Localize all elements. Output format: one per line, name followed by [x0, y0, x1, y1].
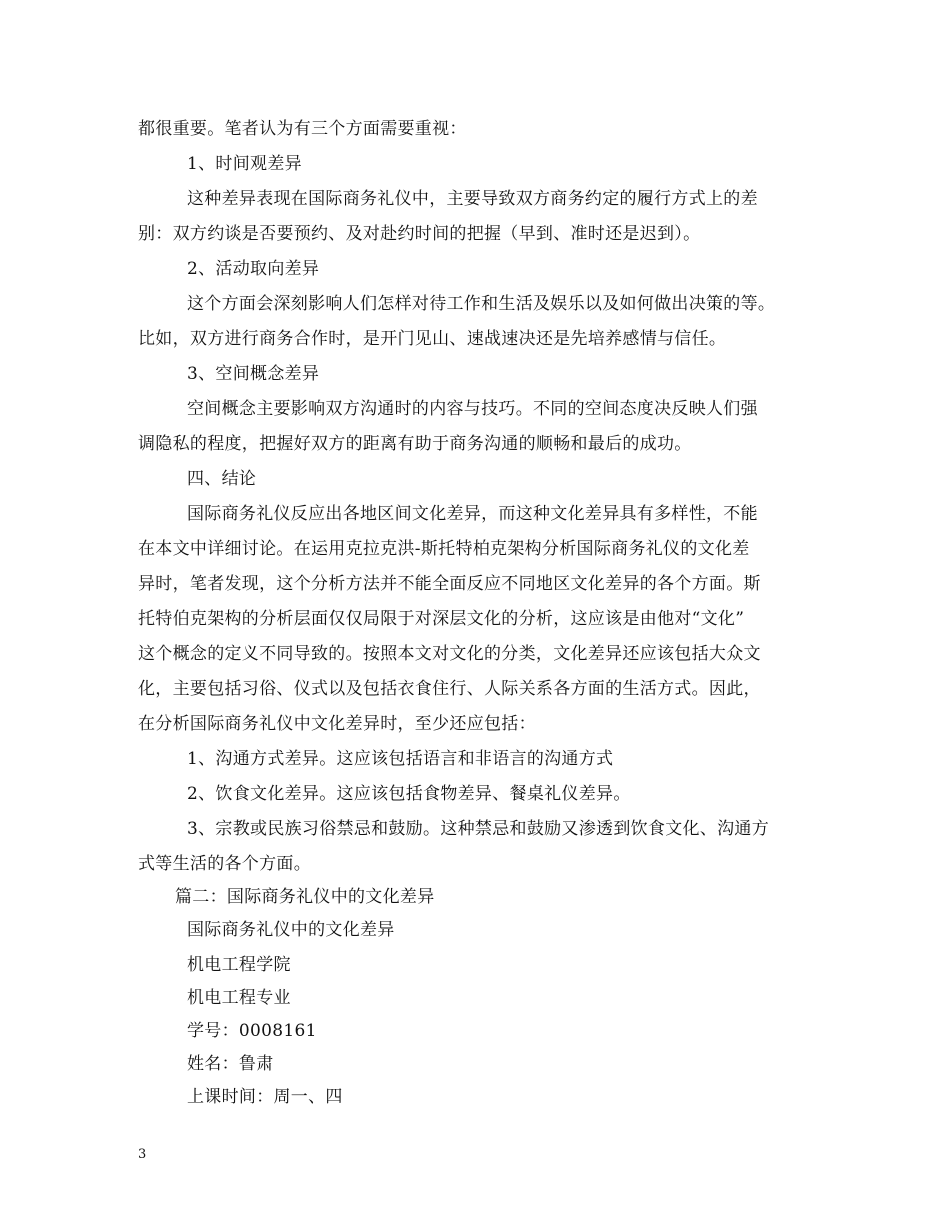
paragraph-line: 化，主要包括习俗、仪式以及包括衣食住行、人际关系各方面的生活方式。因此，	[138, 679, 761, 699]
paragraph-line: 这个方面会深刻影响人们怎样对待工作和生活及娱乐以及如何做出决策的等。	[187, 294, 776, 314]
paragraph-line: 空间概念主要影响双方沟通时的内容与技巧。不同的空间态度决反映人们强	[187, 399, 758, 419]
paragraph-line: 国际商务礼仪反应出各地区间文化差异，而这种文化差异具有多样性，不能	[187, 504, 758, 524]
paragraph-line: 别：双方约谈是否要预约、及对赴约时间的把握（早到、准时还是迟到）。	[138, 224, 701, 244]
paragraph-line: 调隐私的程度，把握好双方的距离有助于商务沟通的顺畅和最后的成功。	[138, 434, 692, 454]
paragraph-line: 比如，双方进行商务合作时，是开门见山、速战速决还是先培养感情与信任。	[138, 329, 727, 349]
paragraph-line: 在本文中详细讨论。在运用克拉克洪-斯托特柏克架构分析国际商务礼仪的文化差	[138, 539, 750, 559]
paragraph-line: 都很重要。笔者认为有三个方面需要重视：	[138, 119, 467, 139]
list-item: 1、沟通方式差异。这应该包括语言和非语言的沟通方式	[187, 749, 614, 769]
section-heading: 3、空间概念差异	[187, 364, 320, 384]
paragraph-line: 这种差异表现在国际商务礼仪中，主要导致双方商务约定的履行方式上的差	[187, 189, 758, 209]
paragraph-line: 在分析国际商务礼仪中文化差异时，至少还应包括：	[138, 714, 536, 734]
page-number: 3	[138, 1147, 147, 1162]
paragraph-line: 式等生活的各个方面。	[138, 854, 311, 874]
section-heading: 四、结论	[187, 469, 257, 489]
student-id: 学号：0008161	[187, 1021, 317, 1041]
paragraph-line: 这个概念的定义不同导致的。按照本文对文化的分类，文化差异还应该包括大众文	[138, 644, 761, 664]
section-heading: 2、活动取向差异	[187, 259, 320, 279]
class-time: 上课时间：周一、四	[187, 1087, 343, 1107]
list-item: 2、饮食文化差异。这应该包括食物差异、餐桌礼仪差异。	[187, 784, 631, 804]
list-item: 3、宗教或民族习俗禁忌和鼓励。这种禁忌和鼓励又渗透到饮食文化、沟通方	[187, 819, 770, 839]
section-heading: 1、时间观差异	[187, 154, 302, 174]
student-name: 姓名：鲁肃	[187, 1054, 274, 1074]
school-name: 机电工程学院	[187, 955, 291, 975]
paragraph-line: 异时，笔者发现，这个分析方法并不能全面反应不同地区文化差异的各个方面。斯	[138, 574, 761, 594]
document-title: 国际商务礼仪中的文化差异	[187, 920, 395, 940]
chapter-title: 篇二：国际商务礼仪中的文化差异	[175, 887, 435, 907]
major-name: 机电工程专业	[187, 988, 291, 1008]
paragraph-line: 托特伯克架构的分析层面仅仅局限于对深层文化的分析，这应该是由他对“文化”	[138, 609, 745, 629]
